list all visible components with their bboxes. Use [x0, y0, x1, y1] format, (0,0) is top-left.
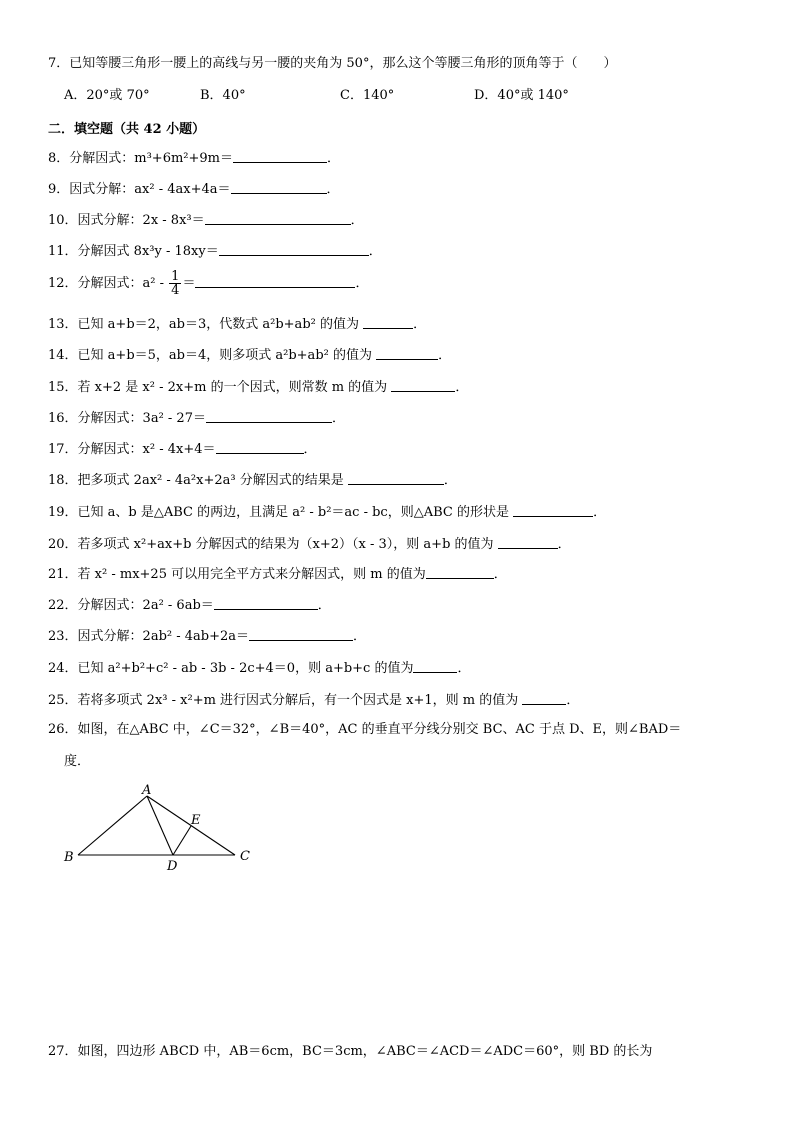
question-11: 11．分解因式 8x³y - 18xy＝ ．: [48, 244, 382, 259]
answer-blank[interactable]: [426, 565, 494, 579]
triangle-figure: [55, 780, 265, 880]
question-20: 20．若多项式 x²+ax+b 分解因式的结果为（x+2）（x - 3），则 a+b 的值为 ．: [48, 537, 571, 552]
answer-blank[interactable]: [363, 315, 413, 329]
option-d: D．40°或 140°: [474, 88, 569, 103]
question-23: 23．因式分解：2ab² - 4ab+2a＝ ．: [48, 629, 367, 644]
question-22: 22．分解因式：2a² - 6ab＝ ．: [48, 598, 331, 613]
question-18: 18．把多项式 2ax² - 4a²x+2a³ 分解因式的结果是 ．: [48, 473, 457, 488]
question-9: 9．因式分解：ax² - 4ax+4a＝ ．: [48, 182, 340, 197]
question-7-text: 7．已知等腰三角形一腰上的高线与另一腰的夹角为 50°，那么这个等腰三角形的顶角等于（ ）: [48, 56, 617, 71]
question-14: 14．已知 a+b＝5，ab＝4，则多项式 a²b+ab² 的值为 ．: [48, 348, 452, 363]
label-d: D: [167, 859, 178, 874]
option-c: C．140°: [340, 88, 395, 103]
question-17: 17．分解因式：x² - 4x+4＝ ．: [48, 442, 317, 457]
question-26-cont: 度．: [64, 754, 91, 769]
option-b: B．40°: [200, 88, 246, 103]
question-15: 15．若 x+2 是 x² - 2x+m 的一个因式，则常数 m 的值为 ．: [48, 380, 469, 395]
answer-blank[interactable]: [348, 471, 444, 485]
answer-blank[interactable]: [249, 627, 353, 641]
label-e: E: [191, 813, 201, 828]
answer-blank[interactable]: [214, 596, 318, 610]
question-24: 24．已知 a²+b²+c² - ab - 3b - 2c+4＝0，则 a+b+c 的值为 ．: [48, 661, 471, 676]
question-25: 25．若将多项式 2x³ - x²+m 进行因式分解后，有一个因式是 x+1，则 m 的值为 ．: [48, 693, 580, 708]
question-12: 12．分解因式：a² - $\frac{1}{4}$ ＝ ．: [48, 269, 369, 298]
answer-blank[interactable]: [205, 211, 351, 225]
answer-blank[interactable]: [376, 346, 438, 360]
fraction: $\frac{1}{4}$: [171, 269, 180, 298]
section-title: 二．填空题（共 42 小题）: [48, 122, 206, 137]
question-26: 26．如图，在△ABC 中，∠C＝32°，∠B＝40°，AC 的垂直平分线分别交 BC、AC 于点 D、E，则∠BAD＝: [48, 722, 682, 737]
answer-blank[interactable]: [216, 440, 304, 454]
answer-blank[interactable]: [233, 149, 327, 163]
label-c: C: [240, 849, 250, 864]
question-7: [48, 55, 616, 73]
question-13: 13．已知 a+b＝2，ab＝3，代数式 a²b+ab² 的值为 ．: [48, 317, 427, 332]
answer-blank[interactable]: [522, 691, 566, 705]
answer-blank[interactable]: [391, 378, 455, 392]
segment-ab: [78, 796, 147, 855]
question-27: 27．如图，四边形 ABCD 中，AB＝6cm，BC＝3cm，∠ABC＝∠ACD＝∠ADC＝60°，则 BD 的长为: [48, 1044, 653, 1059]
question-21: 21．若 x² - mx+25 可以用完全平方式来分解因式，则 m 的值为 ．: [48, 567, 507, 582]
answer-blank[interactable]: [513, 503, 593, 517]
answer-blank[interactable]: [231, 180, 327, 194]
answer-blank[interactable]: [195, 274, 355, 288]
answer-blank[interactable]: [498, 535, 558, 549]
option-a: A．20°或 70°: [64, 88, 150, 103]
question-16: 16．分解因式：3a² - 27＝ ．: [48, 411, 345, 426]
answer-blank[interactable]: [206, 409, 332, 423]
segment-de: [173, 826, 191, 855]
question-8: 8．分解因式：m³+6m²+9m＝ ．: [48, 151, 341, 166]
question-19: 19．已知 a、b 是△ABC 的两边，且满足 a² - b²＝ac - bc，则△ABC 的形状是 ．: [48, 505, 607, 520]
question-10: 10．因式分解：2x - 8x³＝ ．: [48, 213, 364, 228]
label-b: B: [64, 850, 74, 865]
answer-blank[interactable]: [413, 659, 457, 673]
label-a: A: [142, 783, 152, 798]
answer-blank[interactable]: [219, 242, 369, 256]
